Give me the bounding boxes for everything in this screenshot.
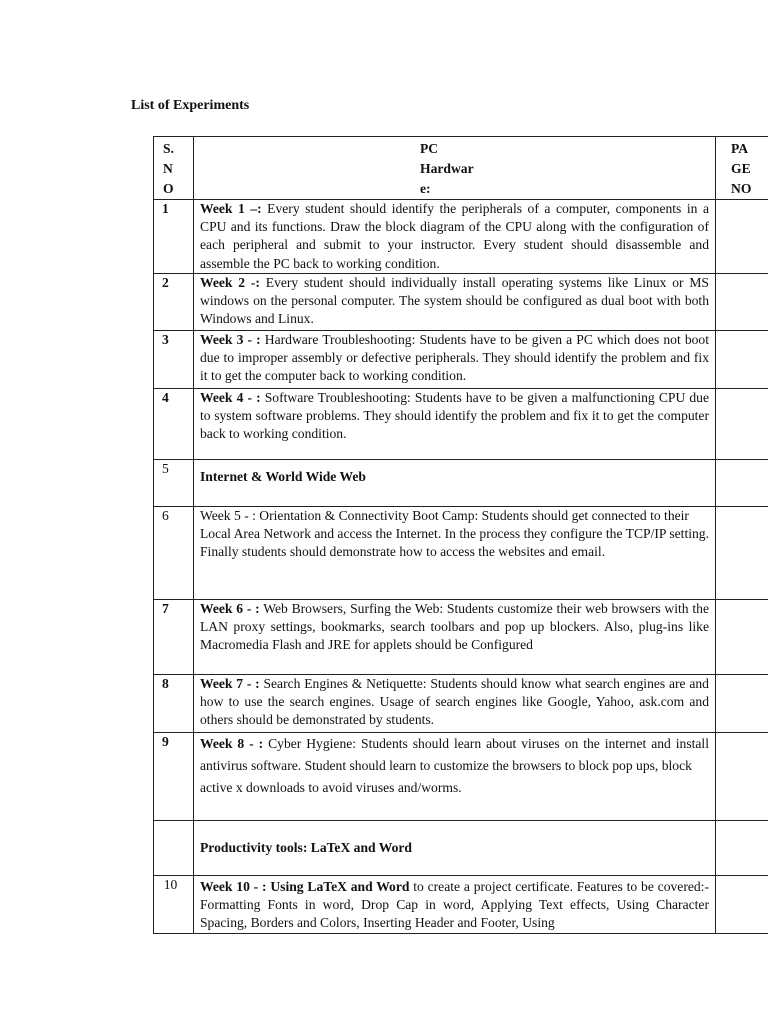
page-no-cell	[716, 460, 768, 507]
sno-cell: 5	[154, 460, 194, 507]
description-cell: Week 2 -: Every student should individually install operating systems like Linux or MS windows on the personal computer. The system should be configured as dual boot with both Windows and Linux.	[194, 274, 716, 331]
experiments-table	[153, 136, 768, 934]
page-title: List of Experiments	[131, 98, 250, 113]
section-heading: Internet & World Wide Web	[200, 469, 366, 484]
page-no-cell	[716, 200, 768, 274]
sno-cell: 2	[154, 274, 194, 331]
page-no-cell	[716, 331, 768, 389]
section-heading-cell	[194, 821, 716, 876]
table-row	[154, 876, 768, 934]
sno-cell: 10	[154, 876, 194, 934]
page-no-cell	[716, 389, 768, 460]
table-header-row	[154, 137, 768, 200]
table-row	[154, 675, 768, 733]
table-row	[154, 200, 768, 274]
page-no-header: PA GE NO	[716, 137, 768, 200]
section-heading-cell	[194, 460, 716, 507]
description-cell: Week 7 - : Search Engines & Netiquette: Students should know what search engines are and how to use the search engines. Usage of search engines like Google, Yahoo, ask.com and others should be demonstrated by students.	[194, 675, 716, 733]
table-row	[154, 733, 768, 821]
table-row	[154, 331, 768, 389]
description-cell: Week 5 - : Orientation & Connectivity Boot Camp: Students should get connected to their Local Area Network and access the Internet. In the process they configure the TCP/IP setting. Finally students should demonstrate how to access the websites and email.	[194, 507, 716, 600]
page-no-cell	[716, 876, 768, 934]
description-cell: Week 8 - : Cyber Hygiene: Students should learn about viruses on the internet and install antivirus software. Student should learn to customize the browsers to block pop ups, block active x downloads to avoid viruses and/worms.	[194, 733, 716, 821]
sno-cell: 3	[154, 331, 194, 389]
sno-cell: 4	[154, 389, 194, 460]
section-header: PC Hardwar e:	[194, 137, 716, 200]
sno-cell: 7	[154, 600, 194, 675]
page-no-cell	[716, 821, 768, 876]
sno-cell: 8	[154, 675, 194, 733]
page-no-cell	[716, 733, 768, 821]
description-cell: Week 6 - : Web Browsers, Surfing the Web: Students customize their web browsers with the LAN proxy settings, bookmarks, search toolbars and pop up blockers. Also, plug-ins like Macromedia Flash and JRE for applets should be Configured	[194, 600, 716, 675]
description-cell: Week 10 - : Using LaTeX and Word to create a project certificate. Features to be covered:- Formatting Fonts in word, Drop Cap in word, Applying Text effects, Using Character Spacing, Borders and Colors, Inserting Header and Footer, Using	[194, 876, 716, 934]
page-no-cell	[716, 675, 768, 733]
section-row	[154, 821, 768, 876]
sno-cell: 6	[154, 507, 194, 600]
table-row	[154, 389, 768, 460]
section-heading: Productivity tools: LaTeX and Word	[200, 839, 412, 855]
sno-header: S. N O	[154, 137, 194, 200]
page-no-cell	[716, 600, 768, 675]
description-cell: Week 4 - : Software Troubleshooting: Students have to be given a malfunctioning CPU due to system software problems. They should identify the problem and fix it to get the computer back to working condition.	[194, 389, 716, 460]
sno-cell	[154, 821, 194, 876]
description-cell: Week 1 –: Every student should identify the peripherals of a computer, components in a CPU and its functions. Draw the block diagram of the CPU along with the configuration of each peripheral and submit to your instructor. Every student should disassemble and assemble the PC back to working condition.	[194, 200, 716, 274]
page-no-cell	[716, 507, 768, 600]
sno-cell: 1	[154, 200, 194, 274]
page-no-cell	[716, 274, 768, 331]
table-row	[154, 600, 768, 675]
sno-cell: 9	[154, 733, 194, 821]
description-cell: Week 3 - : Hardware Troubleshooting: Students have to be given a PC which does not boot due to improper assembly or defective peripherals. They should identify the problem and fix it to get the computer back to working condition.	[194, 331, 716, 389]
section-row	[154, 460, 768, 507]
table-row	[154, 507, 768, 600]
table-row	[154, 274, 768, 331]
